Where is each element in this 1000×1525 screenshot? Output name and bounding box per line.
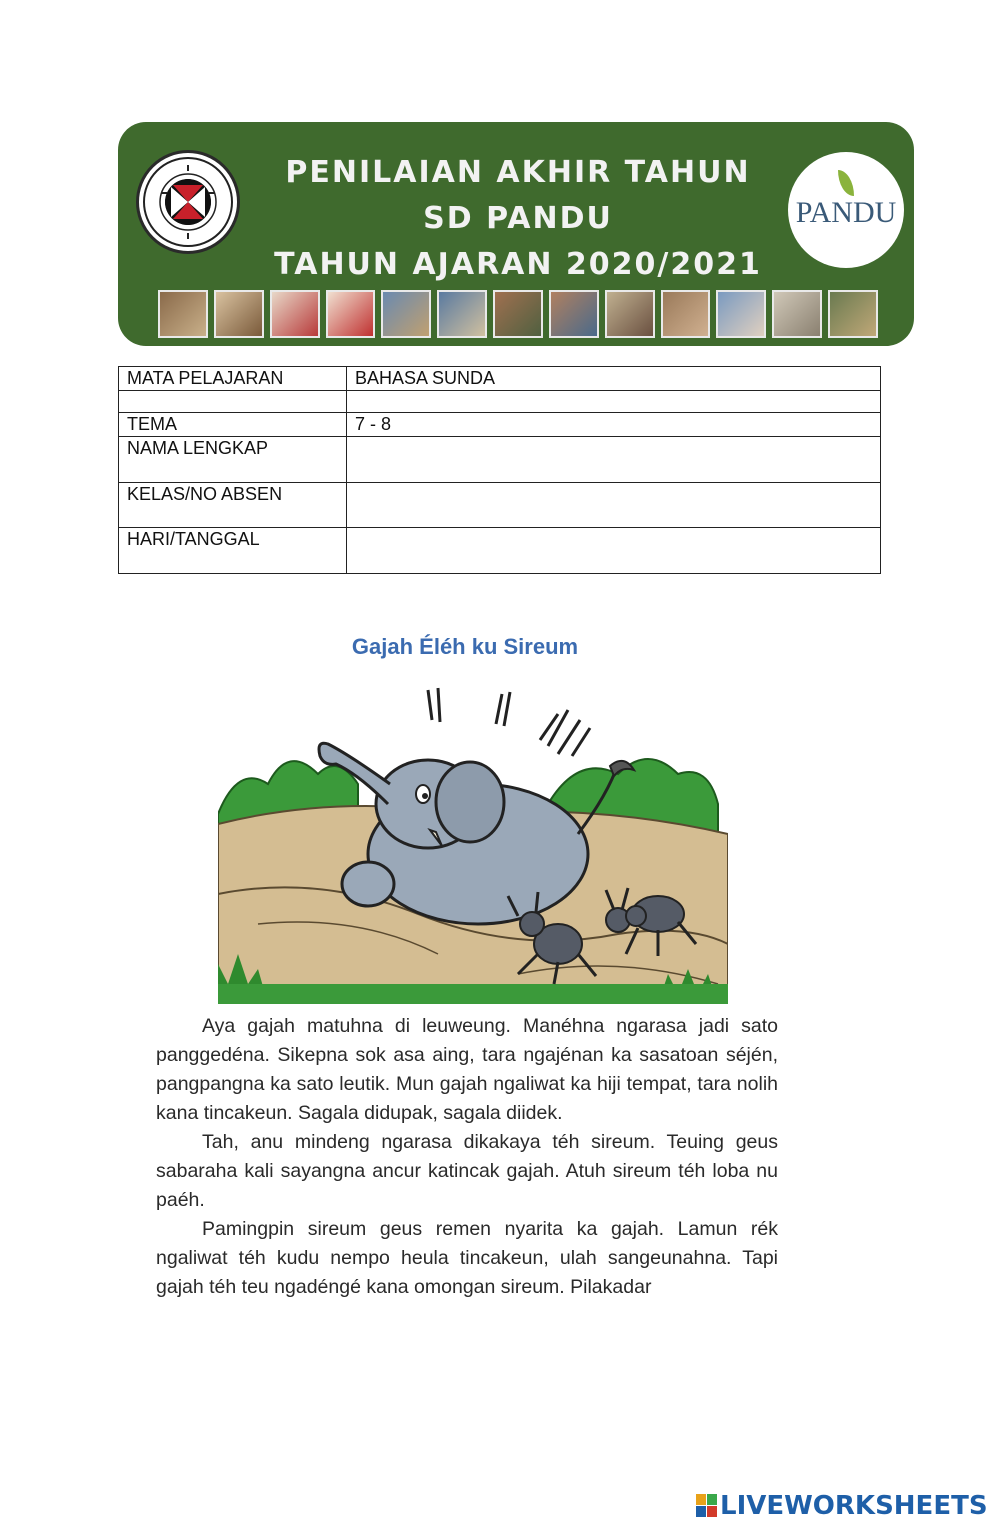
photo-thumbnail xyxy=(661,290,711,338)
class-number-field[interactable] xyxy=(347,483,881,528)
liveworksheets-brand xyxy=(696,1490,988,1522)
photo-strip xyxy=(158,290,878,338)
banner-title-line3: TAHUN AJARAN 2020/2021 xyxy=(274,247,762,282)
story-text xyxy=(156,1012,778,1302)
banner-title-line2: SD PANDU xyxy=(423,201,613,236)
day-date-field[interactable] xyxy=(347,528,881,574)
brand-wordmark: LIVEWORKSHEETS xyxy=(720,1491,988,1521)
student-info-table xyxy=(118,366,881,574)
yayasan-seal-logo xyxy=(136,150,240,254)
table-row xyxy=(119,528,881,574)
class-number-label: KELAS/NO ABSEN xyxy=(119,483,347,528)
story-paragraph: Tah, anu mindeng ngarasa dikakaya téh sireum. Teuing geus sabaraha kali sayangna ancur katincak gajah. Atuh sireum téh loba nu paéh. xyxy=(156,1131,778,1211)
full-name-label: NAMA LENGKAP xyxy=(119,437,347,483)
banner-title-line1: PENILAIAN AKHIR TAHUN xyxy=(285,155,751,190)
liveworksheets-logo-icon xyxy=(696,1494,718,1518)
table-row xyxy=(119,367,881,391)
subject-label: MATA PELAJARAN xyxy=(119,367,347,391)
story-paragraph: Aya gajah matuhna di leuweung. Manéhna ngarasa jadi sato panggedéna. Sikepna sok asa aing, tara ngajénan ka sasatoan séjén, pangpangna ka sato leutik. Mun gajah ngaliwat ka hiji tempat, tara nolih kana tincakeun. Sagala didupak, sagala diidek. xyxy=(156,1015,778,1124)
subject-value: BAHASA SUNDA xyxy=(347,367,881,391)
header-banner xyxy=(118,122,914,346)
theme-value: 7 - 8 xyxy=(347,413,881,437)
full-name-field[interactable] xyxy=(347,437,881,483)
elephant-ant-illustration xyxy=(218,684,728,1004)
banner-titles xyxy=(248,150,788,288)
photo-thumbnail xyxy=(772,290,822,338)
empty-value xyxy=(347,391,881,413)
photo-thumbnail xyxy=(437,290,487,338)
photo-thumbnail xyxy=(828,290,878,338)
photo-thumbnail xyxy=(493,290,543,338)
pandu-logo xyxy=(788,152,904,268)
story-title: Gajah Éléh ku Sireum xyxy=(351,634,579,659)
photo-thumbnail xyxy=(605,290,655,338)
photo-thumbnail xyxy=(158,290,208,338)
table-row xyxy=(119,391,881,413)
photo-thumbnail xyxy=(716,290,766,338)
story-paragraph: Pamingpin sireum geus remen nyarita ka gajah. Lamun rék ngaliwat téh kudu nempo heula tincakeun, ulah sangeunahna. Tapi gajah téh teu ngadéngé kana omongan sireum. Pilakadar xyxy=(156,1218,778,1298)
day-date-label: HARI/TANGGAL xyxy=(119,528,347,574)
pandu-logo-word: PANDU xyxy=(795,196,897,229)
table-row xyxy=(119,483,881,528)
leaf-icon xyxy=(838,170,854,196)
story-section xyxy=(140,628,820,1340)
table-row xyxy=(119,413,881,437)
table-row xyxy=(119,437,881,483)
photo-thumbnail xyxy=(549,290,599,338)
empty-label xyxy=(119,391,347,413)
cross-icon xyxy=(165,179,211,225)
photo-thumbnail xyxy=(270,290,320,338)
theme-label: TEMA xyxy=(119,413,347,437)
photo-thumbnail xyxy=(214,290,264,338)
photo-thumbnail xyxy=(326,290,376,338)
photo-thumbnail xyxy=(381,290,431,338)
